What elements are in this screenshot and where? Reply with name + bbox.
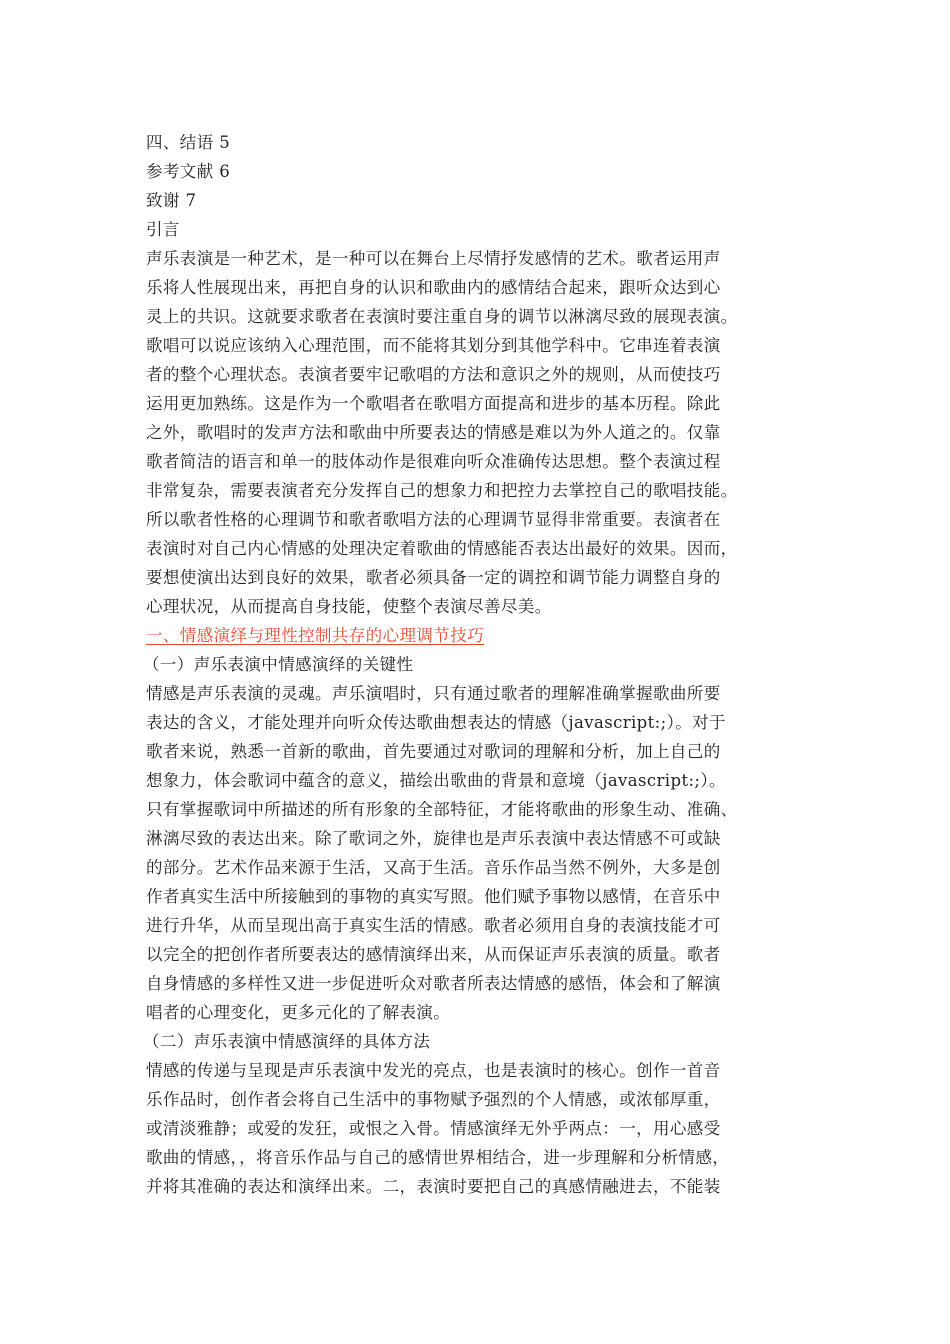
- toc-item-acknowledgements: 致谢 7: [146, 191, 197, 210]
- sub1-line: 淋漓尽致的表达出来。除了歌词之外，旋律也是声乐表演中表达情感不可或缺: [146, 829, 721, 848]
- intro-line: 表演时对自己内心情感的处理决定着歌曲的情感能否表达出最好的效果。因而，: [146, 539, 738, 558]
- intro-line: 灵上的共识。这就要求歌者在表演时要注重自身的调节以淋漓尽致的展现表演。: [146, 307, 738, 326]
- intro-line: 声乐表演是一种艺术，是一种可以在舞台上尽情抒发感情的艺术。歌者运用声: [146, 249, 721, 268]
- intro-title: 引言: [146, 220, 180, 239]
- intro-line: 非常复杂，需要表演者充分发挥自己的想象力和把控力去掌控自己的歌唱技能。: [146, 481, 738, 500]
- sub1-line: 表达的含义，才能处理并向听众传达歌曲想表达的情感（javascript:;）。对于: [146, 713, 726, 732]
- toc-item-references: 参考文献 6: [146, 162, 231, 181]
- intro-line: 者的整个心理状态。表演者要牢记歌唱的方法和意识之外的规则，从而使技巧: [146, 365, 721, 384]
- intro-paragraph: [146, 244, 816, 621]
- toc-item-conclusion: 四、结语 5: [146, 133, 231, 152]
- sub2-line: 情感的传递与呈现是声乐表演中发光的亮点，也是表演时的核心。创作一首音: [146, 1061, 721, 1080]
- document-page: [143, 128, 816, 1201]
- sub1-line: 进行升华，从而呈现出高于真实生活的情感。歌者必须用自身的表演技能才可: [146, 916, 721, 935]
- intro-line: 之外，歌唱时的发声方法和歌曲中所要表达的情感是难以为外人道之的。仅靠: [146, 423, 721, 442]
- subsection1-heading: （一）声乐表演中情感演绎的关键性: [143, 655, 414, 674]
- subsection2-paragraph: [146, 1056, 816, 1201]
- sub2-line: 或清淡雅静；或爱的发狂，或恨之入骨。情感演绎无外乎两点：一，用心感受: [146, 1119, 721, 1138]
- sub1-line: 只有掌握歌词中所描述的所有形象的全部特征，才能将歌曲的形象生动、准确、: [146, 800, 738, 819]
- sub1-line: 唱者的心理变化，更多元化的了解表演。: [146, 1003, 451, 1022]
- sub1-line: 自身情感的多样性又进一步促进听众对歌者所表达情感的感悟，体会和了解演: [146, 974, 721, 993]
- intro-line: 歌唱可以说应该纳入心理范围，而不能将其划分到其他学科中。它串连着表演: [146, 336, 721, 355]
- intro-line: 乐将人性展现出来，再把自身的认识和歌曲内的感情结合起来，跟听众达到心: [146, 278, 721, 297]
- section1-heading-link[interactable]: 一、情感演绎与理性控制共存的心理调节技巧: [146, 626, 484, 645]
- intro-line: 所以歌者性格的心理调节和歌者歌唱方法的心理调节显得非常重要。表演者在: [146, 510, 721, 529]
- sub1-line: 以完全的把创作者所要表达的感情演绎出来，从而保证声乐表演的质量。歌者: [146, 945, 721, 964]
- intro-line: 要想使演出达到良好的效果，歌者必须具备一定的调控和调节能力调整自身的: [146, 568, 721, 587]
- subsection1-paragraph: [146, 679, 816, 1027]
- sub1-line: 歌者来说，熟悉一首新的歌曲，首先要通过对歌词的理解和分析，加上自己的: [146, 742, 721, 761]
- intro-line: 歌者简洁的语言和单一的肢体动作是很难向听众准确传达思想。整个表演过程: [146, 452, 721, 471]
- sub1-line: 情感是声乐表演的灵魂。声乐演唱时，只有通过歌者的理解准确掌握歌曲所要: [146, 684, 721, 703]
- subsection2-heading: （二）声乐表演中情感演绎的具体方法: [143, 1032, 431, 1051]
- sub2-line: 乐作品时，创作者会将自己生活中的事物赋予强烈的个人情感，或浓郁厚重，: [146, 1090, 721, 1109]
- intro-line: 心理状况，从而提高自身技能，使整个表演尽善尽美。: [146, 597, 552, 616]
- sub2-line: 歌曲的情感，，将音乐作品与自己的感情世界相结合，进一步理解和分析情感，: [146, 1148, 730, 1167]
- sub2-line: 并将其准确的表达和演绎出来。二，表演时要把自己的真感情融进去，不能装: [146, 1177, 721, 1196]
- sub1-line: 作者真实生活中所接触到的事物的真实写照。他们赋予事物以感情，在音乐中: [146, 887, 721, 906]
- sub1-line: 想象力，体会歌词中蕴含的意义，描绘出歌曲的背景和意境（javascript:;）。: [146, 771, 726, 790]
- intro-line: 运用更加熟练。这是作为一个歌唱者在歌唱方面提高和进步的基本历程。除此: [146, 394, 721, 413]
- sub1-line: 的部分。艺术作品来源于生活，又高于生活。音乐作品当然不例外，大多是创: [146, 858, 721, 877]
